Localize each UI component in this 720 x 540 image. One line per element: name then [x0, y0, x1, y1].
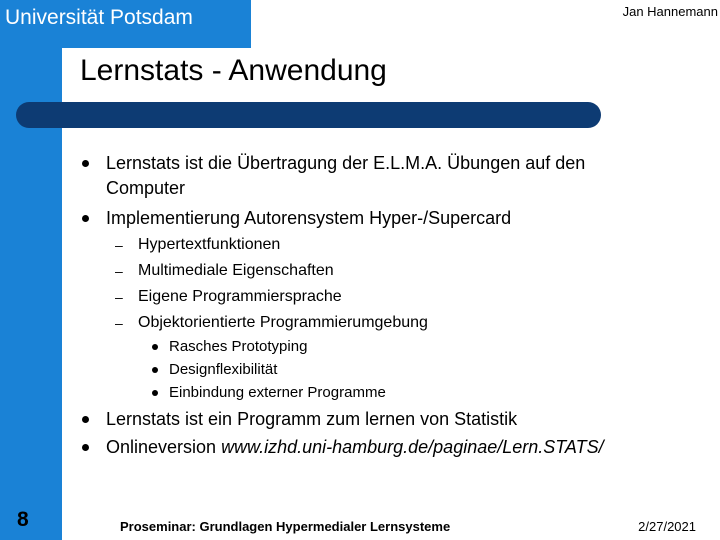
dash-bullet: –: [115, 315, 123, 331]
sub-bullet-text: Hypertextfunktionen: [138, 236, 281, 253]
online-prefix: Onlineversion: [106, 437, 222, 457]
bullet-dot: [82, 416, 89, 423]
footer-course: Proseminar: Grundlagen Hypermedialer Lernsysteme: [120, 519, 451, 534]
bullet-dot: [152, 344, 158, 350]
dash-bullet: –: [115, 237, 123, 253]
bullet-dot: [152, 390, 158, 396]
dash-bullet: –: [115, 289, 123, 305]
author-name: Jan Hannemann: [622, 4, 718, 19]
institution-name: Universität Potsdam: [5, 6, 193, 29]
bullet-dot: [82, 444, 89, 451]
bullet-text-continued: Computer: [106, 178, 186, 198]
sub-bullet-text: Eigene Programmiersprache: [138, 288, 342, 305]
sub-sub-bullet-text: Designflexibilität: [169, 361, 278, 378]
bullet-dot: [82, 215, 89, 222]
footer-date: 2/27/2021: [638, 519, 696, 534]
bullet-dot: [152, 367, 158, 373]
sub-bullet-text: Objektorientierte Programmierumgebung: [138, 314, 428, 331]
sub-sub-bullet-text: Rasches Prototyping: [169, 338, 308, 355]
page-number: 8: [17, 508, 29, 531]
bullet-text: Lernstats ist ein Programm zum lernen von Statistik: [106, 409, 518, 429]
bullet-text: Implementierung Autorensystem Hyper-/Supercard: [106, 208, 512, 228]
bullet-dot: [82, 160, 89, 167]
sub-bullet-text: Multimediale Eigenschaften: [138, 262, 334, 279]
online-url-link[interactable]: www.izhd.uni-hamburg.de/paginae/Lern.STATS/: [221, 437, 604, 457]
slide-title: Lernstats - Anwendung: [80, 54, 387, 87]
dash-bullet: –: [115, 263, 123, 279]
bullet-text-online: [106, 437, 604, 458]
sub-sub-bullet-text: Einbindung externer Programme: [169, 384, 386, 401]
bullet-text: Lernstats ist die Übertragung der E.L.M.A. Übungen auf den: [106, 153, 586, 173]
